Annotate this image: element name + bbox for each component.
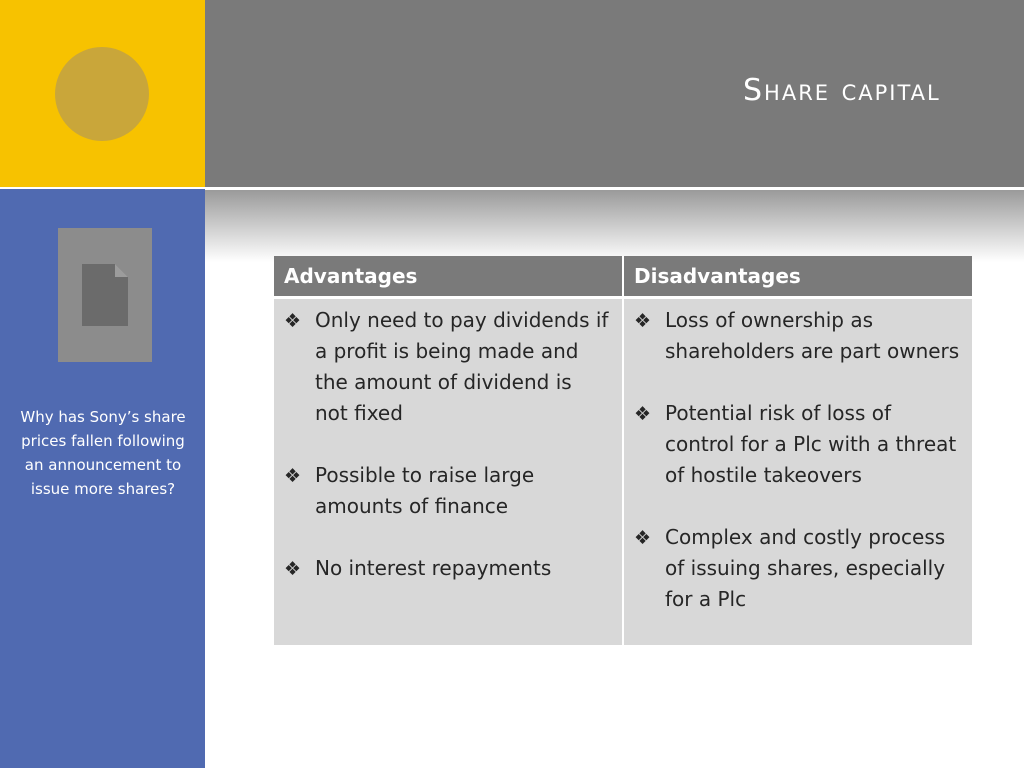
diamond-bullet-icon: ❖ (284, 558, 302, 580)
advantages-cell (274, 299, 622, 645)
document-icon (82, 264, 128, 326)
diamond-bullet-icon: ❖ (634, 310, 652, 332)
advantage-text: Possible to raise large amounts of finance (315, 463, 535, 518)
comparison-table (274, 256, 972, 645)
list-item (284, 460, 610, 522)
list-item (634, 305, 960, 367)
diamond-bullet-icon: ❖ (284, 465, 302, 487)
disadvantage-text: Loss of ownership as shareholders are part owners (665, 308, 960, 363)
gradient-band (205, 190, 1024, 262)
diamond-bullet-icon: ❖ (634, 527, 652, 549)
disadvantages-header: Disadvantages (624, 256, 972, 296)
advantages-header: Advantages (274, 256, 622, 296)
list-item (284, 305, 610, 429)
diamond-bullet-icon: ❖ (634, 403, 652, 425)
advantage-text: No interest repayments (315, 556, 552, 580)
list-item (634, 522, 960, 615)
advantage-text: Only need to pay dividends if a profit is being made and the amount of dividend is not fixed (315, 308, 609, 425)
disadvantage-text: Potential risk of loss of control for a Plc with a threat of hostile takeovers (665, 401, 957, 487)
sidebar-question: Why has Sony’s share prices fallen following an announcement to issue more shares? (20, 408, 186, 498)
slide-title: Share capital (743, 73, 941, 108)
list-item (634, 398, 960, 491)
disadvantages-cell (624, 299, 972, 645)
disadvantage-text: Complex and costly process of issuing shares, especially for a Plc (665, 525, 946, 611)
diamond-bullet-icon: ❖ (284, 310, 302, 332)
decorative-circle (55, 47, 149, 141)
list-item (284, 553, 610, 584)
